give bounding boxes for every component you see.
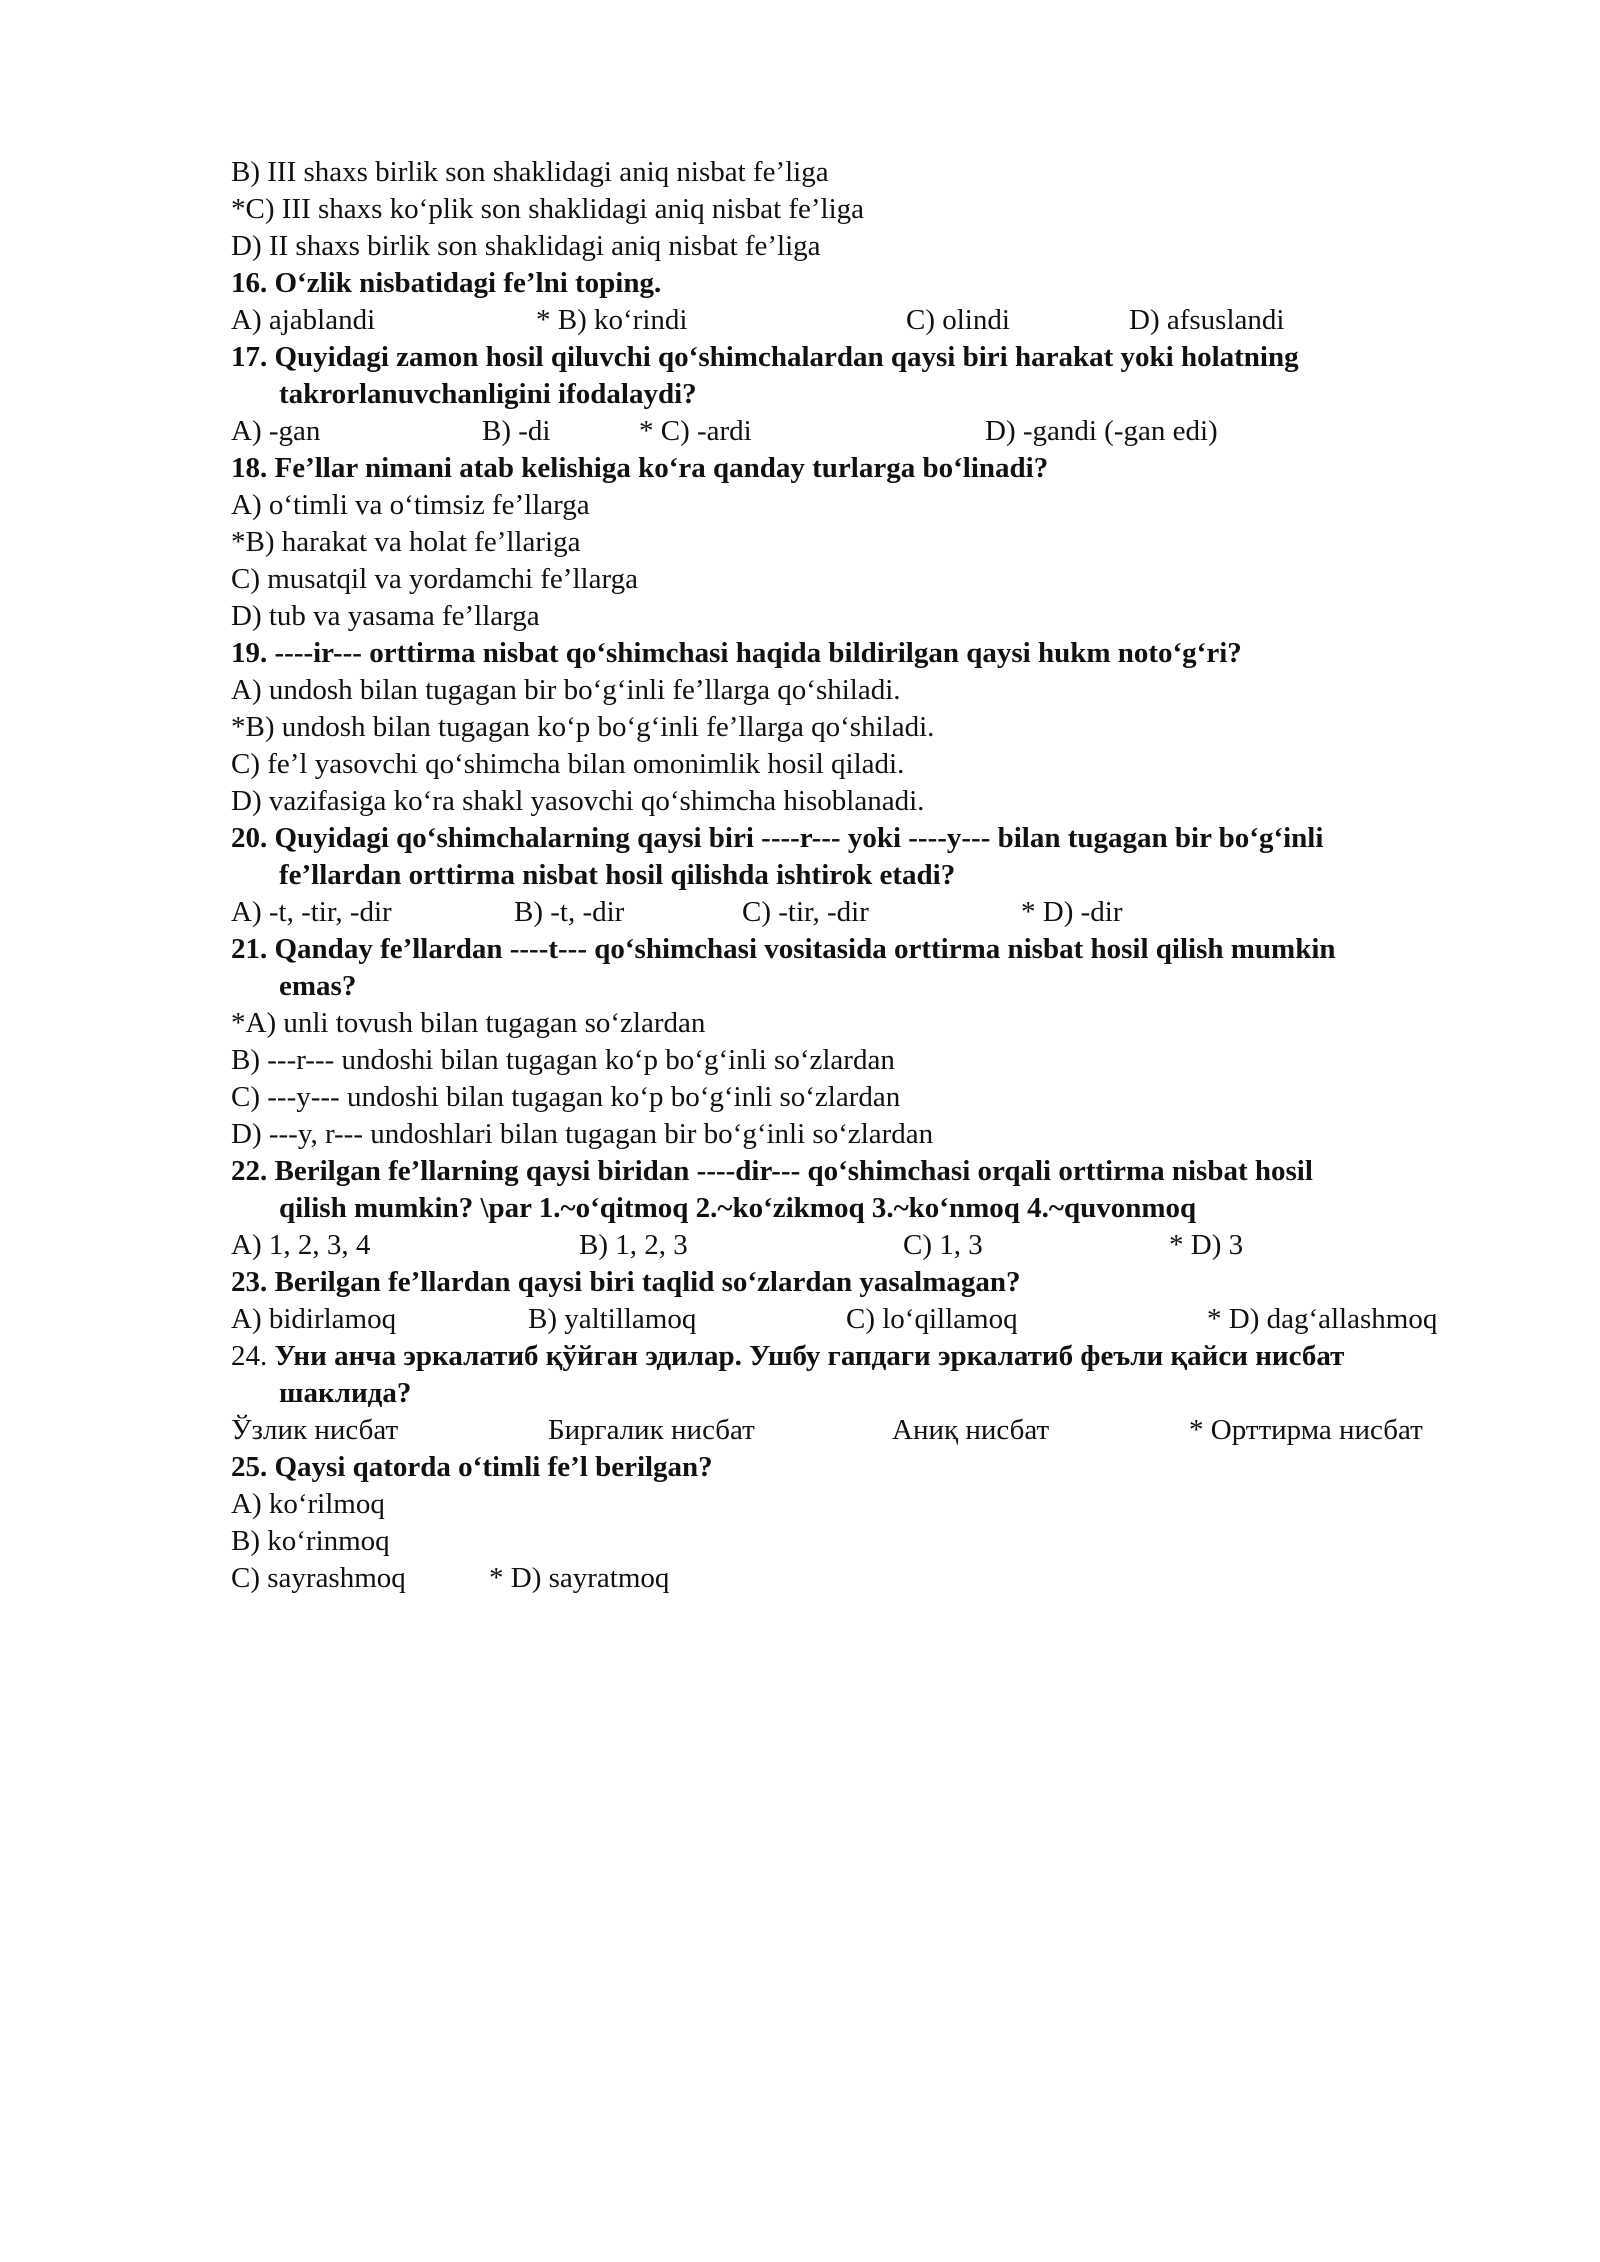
question-number: 24. (231, 1340, 268, 1372)
option-line: *B) undosh bilan tugagan ko‘p bo‘g‘inli fe’llarga qo‘shiladi. (231, 711, 935, 743)
question-22-continued: qilish mumkin? \par 1.~o‘qitmoq 2.~ko‘zikmoq 3.~ko‘nmoq 4.~quvonmoq (279, 1192, 1197, 1224)
option-b: * B) ko‘rindi (536, 304, 688, 336)
question-22: 22. Berilgan fe’llarning qaysi biridan ----dir--- qo‘shimchasi orqali orttirma nisbat hosil (231, 1155, 1313, 1187)
option-b: B) 1, 2, 3 (579, 1229, 688, 1261)
question-17-continued: takrorlanuvchanligini ifodalaydi? (279, 378, 697, 410)
option-a: A) ajablandi (231, 304, 376, 336)
option-a: A) -t, -tir, -dir (231, 896, 392, 928)
option-line: D) ---y, r--- undoshlari bilan tugagan bir bo‘g‘inli so‘zlardan (231, 1118, 934, 1150)
option-d: * Орттирма нисбат (1189, 1414, 1423, 1446)
option-a: A) -gan (231, 415, 321, 447)
question-19: 19. ----ir--- orttirma nisbat qo‘shimchasi haqida bildirilgan qaysi hukm noto‘g‘ri? (231, 637, 1242, 669)
option-a: A) 1, 2, 3, 4 (231, 1229, 371, 1261)
option-line: B) ---r--- undoshi bilan tugagan ko‘p bo‘g‘inli so‘zlardan (231, 1044, 895, 1076)
option-b: Биргалик нисбат (548, 1414, 755, 1446)
option-line: A) ko‘rilmoq (231, 1488, 385, 1520)
option-line: A) o‘timli va o‘timsiz fe’llarga (231, 489, 590, 521)
option-a: Ўзлик нисбат (231, 1414, 399, 1446)
question-23: 23. Berilgan fe’llardan qaysi biri taqlid so‘zlardan yasalmagan? (231, 1266, 1021, 1298)
option-line: D) tub va yasama fe’llarga (231, 600, 540, 632)
option-d: D) afsuslandi (1129, 304, 1285, 336)
option-line: A) undosh bilan tugagan bir bo‘g‘inli fe’llarga qo‘shiladi. (231, 674, 901, 706)
question-24-continued: шаклида? (279, 1377, 412, 1409)
option-c: Аниқ нисбат (892, 1414, 1050, 1446)
option-c: C) sayrashmoq (231, 1562, 406, 1594)
question-18: 18. Fe’llar nimani atab kelishiga ko‘ra qanday turlarga bo‘linadi? (231, 452, 1049, 484)
option-line: C) musatqil va yordamchi fe’llarga (231, 563, 638, 595)
question-16: 16. O‘zlik nisbatidagi fe’lni toping. (231, 267, 662, 299)
option-b: B) -di (482, 415, 551, 447)
option-a: A) bidirlamoq (231, 1303, 397, 1335)
option-line: *C) III shaxs ko‘plik son shaklidagi aniq nisbat fe’liga (231, 193, 865, 225)
option-d: * D) -dir (1021, 896, 1123, 928)
option-d: D) -gandi (-gan edi) (985, 415, 1218, 447)
option-d: * D) dag‘allashmoq (1207, 1303, 1438, 1335)
option-line: B) III shaxs birlik son shaklidagi aniq nisbat fe’liga (231, 156, 829, 188)
question-20: 20. Quyidagi qo‘shimchalarning qaysi biri ----r--- yoki ----y--- bilan tugagan bir bo‘g‘inli (231, 822, 1324, 854)
option-line: *B) harakat va holat fe’llariga (231, 526, 581, 558)
option-line: D) vazifasiga ko‘ra shakl yasovchi qo‘shimcha hisoblanadi. (231, 785, 925, 817)
question-24 (231, 1338, 1531, 1375)
option-c: C) 1, 3 (903, 1229, 983, 1261)
question-21: 21. Qanday fe’llardan ----t--- qo‘shimchasi vositasida orttirma nisbat hosil qilish mumkin (231, 933, 1336, 965)
option-line: C) ---y--- undoshi bilan tugagan ko‘p bo‘g‘inli so‘zlardan (231, 1081, 901, 1113)
option-line: *A) unli tovush bilan tugagan so‘zlardan (231, 1007, 706, 1039)
option-line: D) II shaxs birlik son shaklidagi aniq nisbat fe’liga (231, 230, 821, 262)
option-c: C) olindi (906, 304, 1010, 336)
option-b: B) -t, -dir (514, 896, 625, 928)
question-21-continued: emas? (279, 970, 357, 1002)
question-text: Уни анча эркалатиб қўйган эдилар. Ушбу гапдаги эркалатиб феъли қайси нисбат (274, 1340, 1345, 1372)
option-line: C) fe’l yasovchi qo‘shimcha bilan omonimlik hosil qiladi. (231, 748, 905, 780)
option-c: C) lo‘qillamoq (846, 1303, 1018, 1335)
option-c: * C) -ardi (639, 415, 752, 447)
option-d: * D) sayratmoq (489, 1562, 670, 1594)
option-b: B) yaltillamoq (528, 1303, 697, 1335)
option-d: * D) 3 (1169, 1229, 1244, 1261)
option-c: C) -tir, -dir (742, 896, 869, 928)
question-25: 25. Qaysi qatorda o‘timli fe’l berilgan? (231, 1451, 713, 1483)
question-20-continued: fe’llardan orttirma nisbat hosil qilishda ishtirok etadi? (279, 859, 956, 891)
option-line: B) ko‘rinmoq (231, 1525, 390, 1557)
question-17: 17. Quyidagi zamon hosil qiluvchi qo‘shimchalardan qaysi biri harakat yoki holatning (231, 341, 1299, 373)
